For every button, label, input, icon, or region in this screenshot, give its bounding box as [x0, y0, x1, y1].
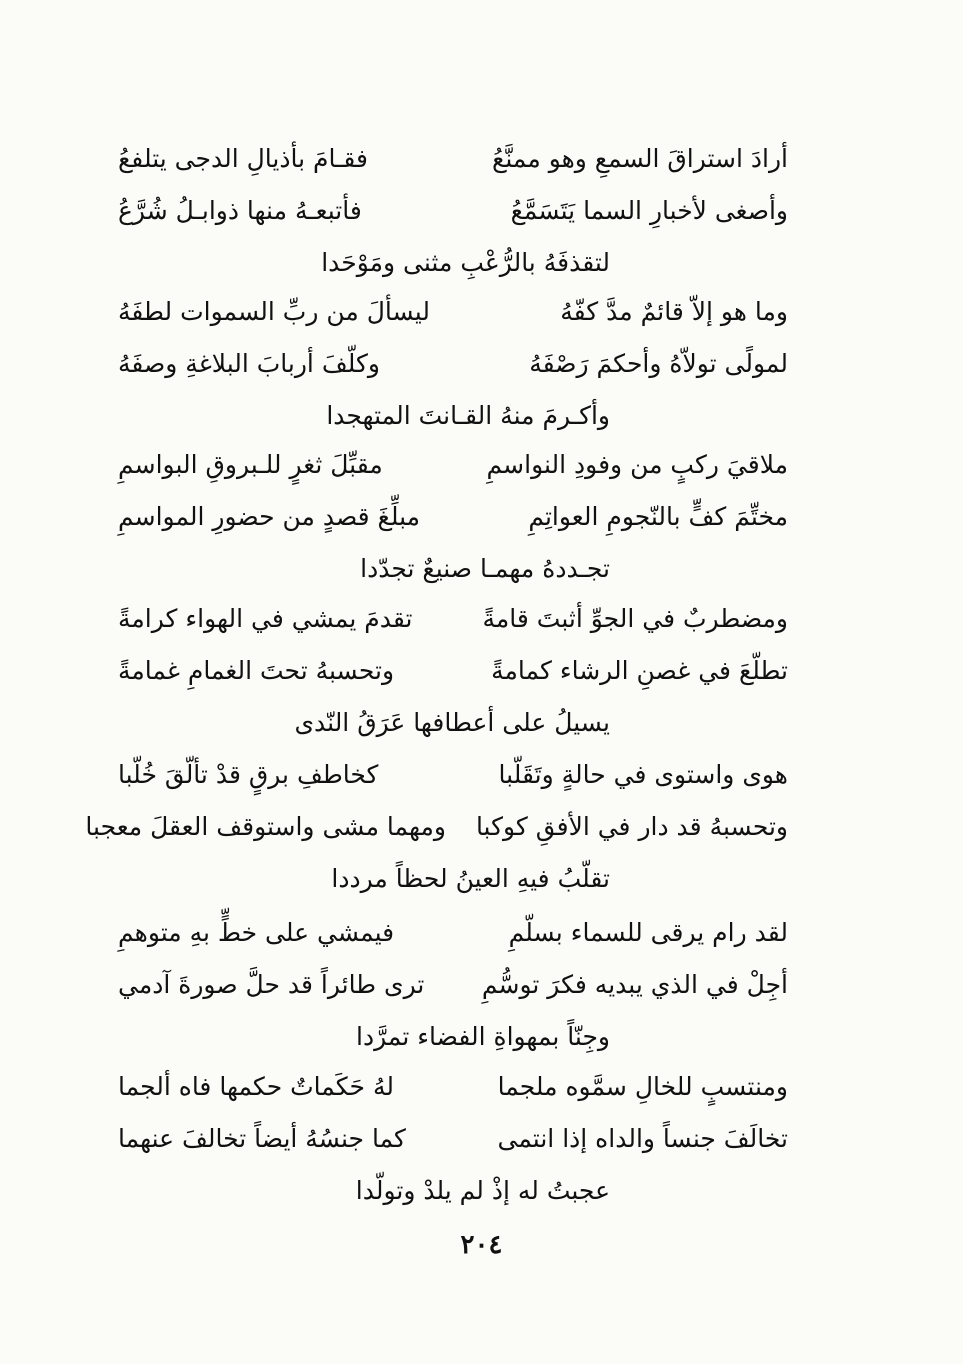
verse-line [118, 1060, 788, 1112]
verse-line [118, 132, 788, 184]
stanza-6 [118, 906, 788, 1062]
first-hemistich: وتحسبهُ قد دار في الأفقِ كوكبا [475, 811, 788, 841]
first-hemistich: ومضطربٌ في الجوِّ أثبتَ قامةً [482, 603, 788, 633]
stanza-7 [118, 1060, 788, 1216]
first-hemistich: تخالَفَ جنساً والداه إذا انتمى [497, 1123, 788, 1153]
second-hemistich: كما جنسُهُ أيضاً تخالفَ عنهما [118, 1123, 406, 1153]
second-hemistich: لهُ حَكَماتٌ حكمها فاه ألجما [118, 1071, 394, 1101]
verse-line [118, 592, 788, 644]
second-hemistich: وتحسبهُ تحتَ الغمامِ غمامةً [118, 655, 395, 685]
first-hemistich: وأصغى لأخبارِ السما يَتَسَمَّعُ [510, 195, 788, 225]
verse-line [118, 438, 788, 490]
first-hemistich: لقد رام يرقى للسماء بسلّمِ [508, 917, 788, 947]
second-hemistich: فقـامَ بأذيالِ الدجى يتلفعُ [118, 143, 369, 173]
second-hemistich: ومهما مشى واستوقف العقلَ معجبا [85, 811, 446, 841]
stanza-2 [118, 285, 788, 441]
refrain-line: وجِنّاً بمهواةِ الفضاء تمرَّدا [356, 1021, 610, 1051]
verse-line [118, 337, 788, 389]
stanza-1 [118, 132, 788, 288]
verse-line [118, 1112, 788, 1164]
first-hemistich: هوى واستوى في حالةٍ وتَقَلّبا [498, 759, 788, 789]
verse-line [118, 906, 788, 958]
verse-line [118, 184, 788, 236]
first-hemistich: ومنتسبٍ للخالِ سمَّوه ملجما [497, 1071, 788, 1101]
refrain-line: لتقذفَهُ بالرُّعْبِ مثنى ومَوْحَدا [321, 247, 610, 277]
first-hemistich: أرادَ استراقَ السمعِ وهو ممنَّعُ [492, 143, 788, 173]
verse-line [118, 748, 788, 800]
refrain-line: تقلّبُ فيهِ العينُ لحظاً مرددا [331, 863, 610, 893]
verse-line [118, 644, 788, 696]
first-hemistich: ملاقيَ ركبٍ من وفودِ النواسمِ [486, 449, 788, 479]
verse-line [85, 800, 788, 852]
verse-line [118, 285, 788, 337]
first-hemistich: وما هو إلاّ قائمٌ مدَّ كفّهُ [560, 296, 788, 326]
verse-line [118, 490, 788, 542]
stanza-5 [85, 748, 788, 904]
second-hemistich: وكلّفَ أربابَ البلاغةِ وصفَهُ [118, 348, 380, 378]
second-hemistich: فيمشي على خطٍّ بهِ متوهمِ [118, 917, 395, 947]
first-hemistich: لمولًى تولاّهُ وأحكمَ رَصْفَهُ [529, 348, 788, 378]
second-hemistich: تقدمَ يمشي في الهواء كرامةً [118, 603, 413, 633]
first-hemistich: مختِّمَ كفٍّ بالنّجومِ العواتِمِ [528, 501, 788, 531]
verse-line [118, 958, 788, 1010]
page-number: ٢٠٤ [460, 1230, 503, 1260]
refrain-line: تجـددهُ مهمـا صنيعٌ تجدّدا [360, 553, 610, 583]
second-hemistich: ترى طائراً قد حلَّ صورةَ آدمي [118, 969, 425, 999]
second-hemistich: كخاطفِ برقٍ قدْ تألّقَ خُلّبا [118, 759, 379, 789]
stanza-4 [118, 592, 788, 748]
refrain-line: وأكـرمَ منهُ القـانتَ المتهجدا [326, 400, 610, 430]
refrain-line: عجبتُ له إذْ لم يلدْ وتولّدا [355, 1175, 610, 1205]
refrain-line: يسيلُ على أعطافها عَرَقُ النّدى [294, 707, 610, 737]
stanza-3 [118, 438, 788, 594]
second-hemistich: مقبِّلَ ثغرٍ للـبروقِ البواسمِ [118, 449, 383, 479]
second-hemistich: فأتبعـهُ منها ذوابـلُ شُرَّعُ [118, 195, 362, 225]
second-hemistich: مبلِّغَ قصدٍ من حضورِ المواسمِ [118, 501, 421, 531]
second-hemistich: ليسألَ من ربِّ السموات لطفَهُ [118, 296, 430, 326]
first-hemistich: تطلّعَ في غصنِ الرشاء كمامةً [491, 655, 788, 685]
first-hemistich: أجِلْ في الذي يبديه فكرَ توسُّمِ [481, 969, 788, 999]
